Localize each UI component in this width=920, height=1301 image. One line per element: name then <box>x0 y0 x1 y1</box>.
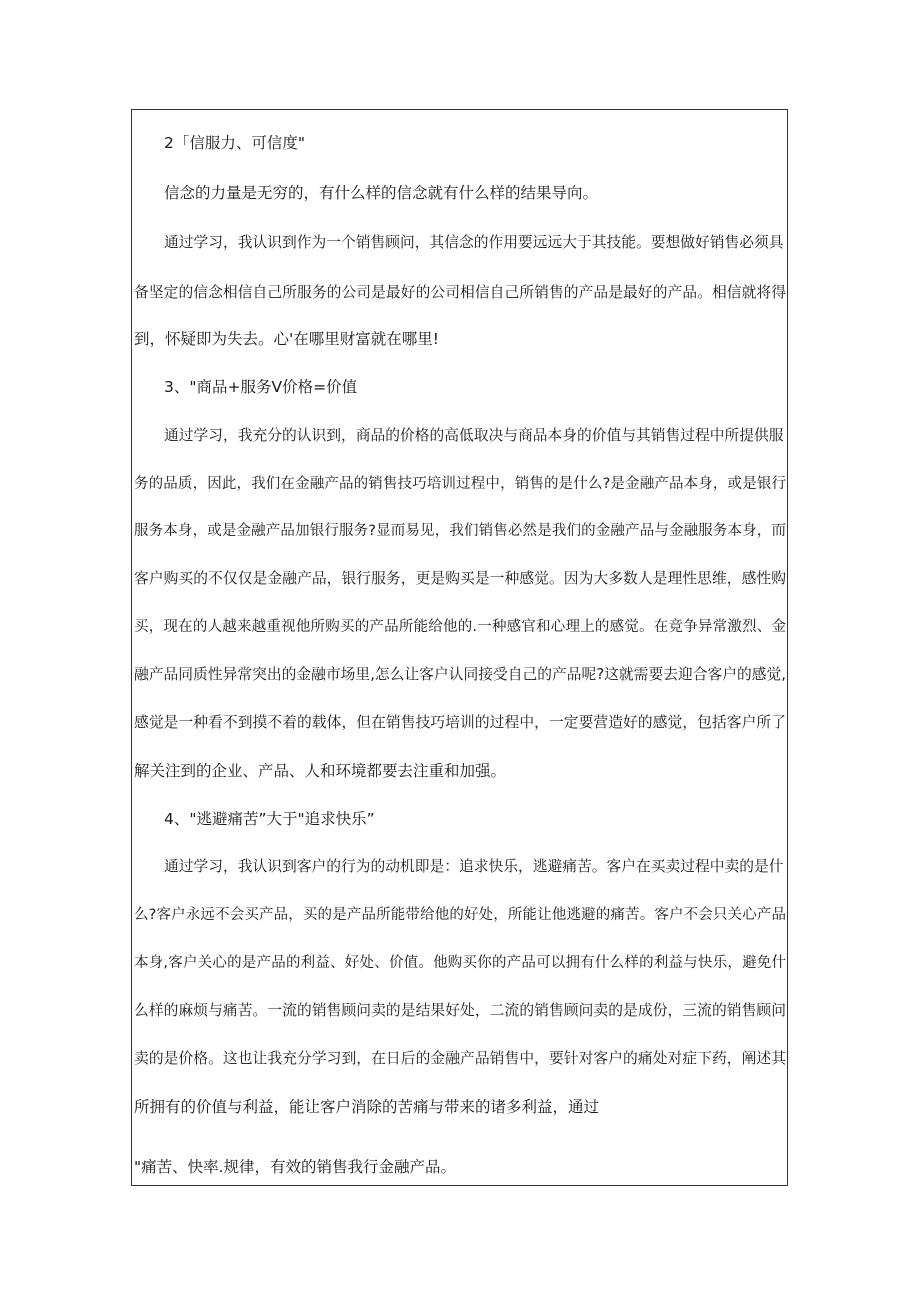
paragraph-line: 到，怀疑即为失去。心'在哪里财富就在哪里! <box>134 330 439 348</box>
paragraph-line: 信念的力量是无穷的，有什么样的信念就有什么样的结果导向。 <box>164 184 599 202</box>
paragraph-line: 通过学习，我充分的认识到，商品的价格的高低取决与商品本身的价值与其销售过程中所提供服 <box>164 427 784 444</box>
paragraph-line: 通过学习，我认识到作为一个销售顾问，其信念的作用要远远大于其技能。要想做好销售必须具 <box>164 234 784 251</box>
paragraph-line: 么样的麻烦与痛苦。一流的销售顾问卖的是结果好处，二流的销售顾问卖的是成份，三流的销售顾问 <box>134 1002 786 1019</box>
paragraph-line: 务的品质，因此，我们在金融产品的销售技巧培训过程中，销售的是什么?是金融产品本身，或是银行 <box>134 476 786 492</box>
paragraph-line: 通过学习，我认识到客户的行为的动机即是：追求快乐，逃避痛苦。客户在买卖过程中卖的是什 <box>164 858 784 875</box>
paragraph-line: 服务本身，或是金融产品加银行服务?显而易见，我们销售必然是我们的金融产品与金融服务本身，而 <box>134 523 786 539</box>
paragraph-line: "痛苦、快率.规律，有效的销售我行金融产品。 <box>134 1158 457 1176</box>
paragraph-line: 本身,客户关心的是产品的利益、好处、价值。他购买你的产品可以拥有什么样的利益与快乐，避免什 <box>134 955 786 971</box>
document-frame <box>131 109 788 1186</box>
paragraph-line: 么?客户永远不会买产品，买的是产品所能带给他的好处，所能让他逃避的痛苦。客户不会只关心产品 <box>134 907 786 923</box>
heading-2: 2「信服力、可信度" <box>164 134 305 152</box>
paragraph-line: 解关注到的企业、产品、人和环境都要去注重和加强。 <box>134 762 507 780</box>
paragraph-line: 买，现在的人越来越重视他所购买的产品所能给他的.一种感官和心理上的感觉。在竞争异常激烈、金 <box>134 619 786 635</box>
heading-3: 3、"商品+服务V价格=价值 <box>164 378 358 396</box>
paragraph-line: 所拥有的价值与利益，能让客户消除的苦痛与带来的诸多利益，通过 <box>134 1098 600 1116</box>
paragraph-line: 卖的是价格。这也让我充分学习到，在日后的金融产品销售中，要针对客户的痛处对症下药，阐述其 <box>134 1050 786 1067</box>
paragraph-line: 融产品同质性异常突出的金融市场里,怎么让客户认同接受自己的产品呢?这就需要去迎合客户的感觉, <box>134 666 786 683</box>
paragraph-line: 感觉是一种看不到摸不着的载体，但在销售技巧培训的过程中，一定要营造好的感觉，包括客户所了 <box>134 714 786 731</box>
heading-4: 4、"逃避痛苦”大于"追求快乐” <box>164 810 375 828</box>
paragraph-line: 客户购买的不仅仅是金融产品，银行服务，更是购买是一种感觉。因为大多数人是理性思维，感性购 <box>134 570 786 587</box>
paragraph-line: 备坚定的信念相信自己所服务的公司是最好的公司相信自己所销售的产品是最好的产品。相信就将得 <box>134 284 786 301</box>
